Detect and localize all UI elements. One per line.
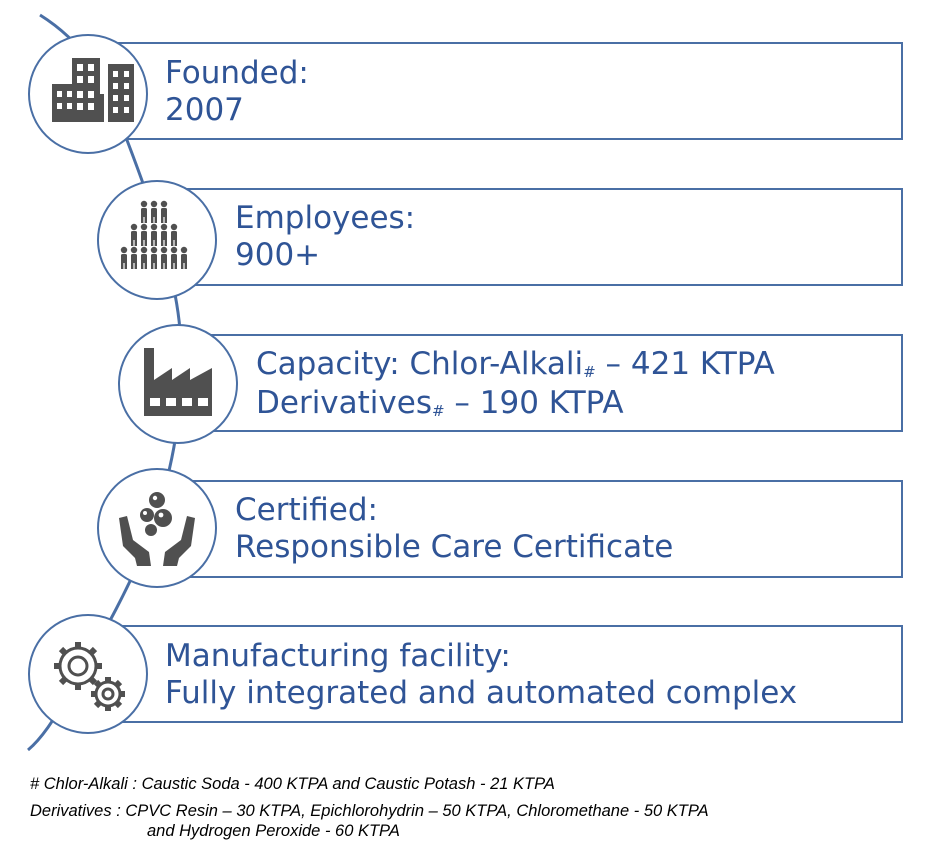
footnote-derivatives: Derivatives : CPVC Resin – 30 KTPA, Epichlorohydrin – 50 KTPA, Chloromethane - 50 KTPA — [30, 802, 709, 820]
manufacturing-circle — [28, 614, 148, 734]
gears-icon — [30, 616, 146, 732]
people-group-icon — [99, 182, 215, 298]
derivatives-footnote-mark: # — [431, 402, 445, 420]
footnote-derivatives-cont: and Hydrogen Peroxide - 60 KTPA — [147, 822, 400, 840]
hands-molecule-icon — [99, 470, 215, 586]
founded-value: 2007 — [165, 92, 244, 128]
certified-value: Responsible Care Certificate — [235, 529, 674, 565]
chlor-alkali-footnote-mark: # — [583, 363, 596, 381]
employees-circle — [97, 180, 217, 300]
capacity-derivatives-value: – 190 KTPA — [444, 385, 624, 421]
capacity-derivatives: Derivatives — [256, 385, 432, 421]
factory-icon — [120, 326, 236, 442]
buildings-icon — [30, 36, 146, 152]
employees-value: 900+ — [235, 237, 321, 273]
capacity-chlor-alkali: Capacity: Chlor-Alkali — [256, 346, 584, 382]
manufacturing-label: Manufacturing facility: — [165, 638, 511, 674]
capacity-circle — [118, 324, 238, 444]
certified-label: Certified: — [235, 492, 378, 528]
certified-circle — [97, 468, 217, 588]
capacity-line2 — [256, 385, 624, 430]
footnote-chlor-alkali: # Chlor-Alkali : Caustic Soda - 400 KTPA and Caustic Potash - 21 KTPA — [30, 775, 555, 793]
founded-circle — [28, 34, 148, 154]
employees-label: Employees: — [235, 200, 416, 236]
capacity-chlor-alkali-value: – 421 KTPA — [595, 346, 775, 382]
manufacturing-value: Fully integrated and automated complex — [165, 675, 798, 711]
founded-label: Founded: — [165, 55, 309, 91]
